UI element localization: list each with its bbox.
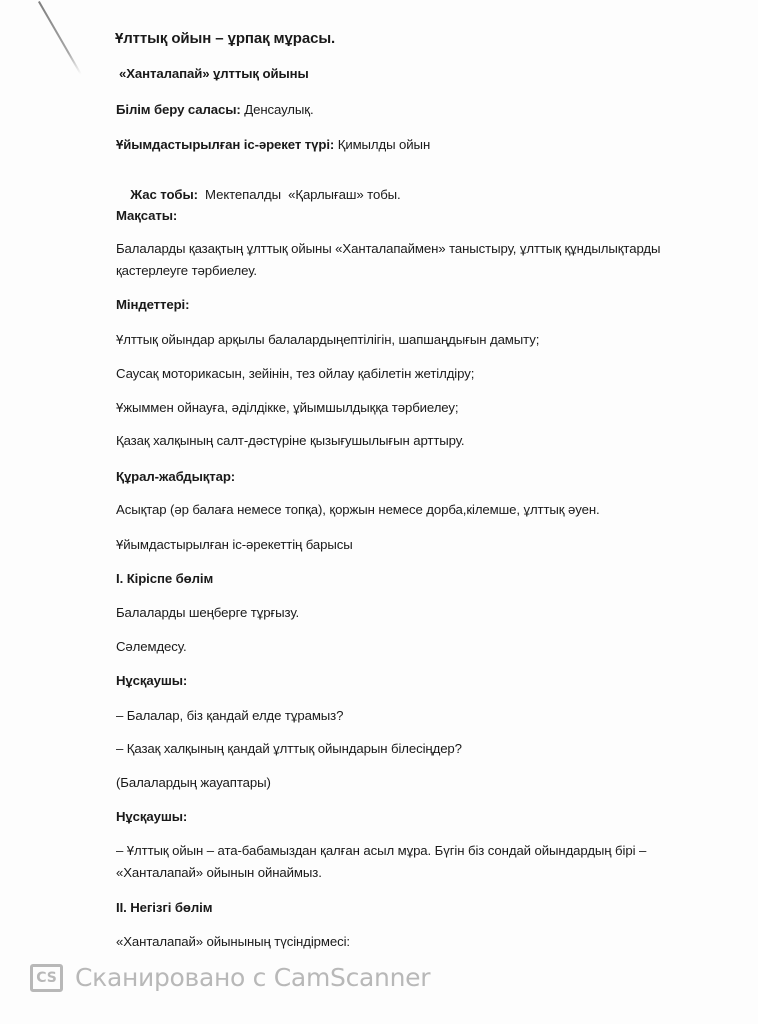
goal-heading: Мақсаты: xyxy=(116,208,178,223)
goal-text-line: Балаларды қазақтың ұлттық ойыны «Ханталапаймен» таныстыру, ұлттық құндылықтарды xyxy=(116,241,661,256)
camscanner-logo-icon: CS xyxy=(30,964,63,992)
instructor-label: Нұсқаушы: xyxy=(116,673,188,688)
activity-type-line xyxy=(116,137,430,152)
activity-type-value: Қимылды ойын xyxy=(334,137,431,152)
field-area-label: Білім беру саласы: xyxy=(116,102,241,117)
task-item: Ұлттық ойындар арқылы балалардыңептілігін, шапшаңдығын дамыту; xyxy=(116,332,540,347)
age-group-value: Мектепалды «Қарлығаш» тобы. xyxy=(197,187,401,202)
age-group-label: Жас тобы: xyxy=(130,187,198,202)
section2-heading: II. Негізгі бөлім xyxy=(116,900,213,915)
explanation-heading: «Ханталапай» ойынының түсіндірмесі: xyxy=(116,934,350,949)
field-area-value: Денсаулық. xyxy=(240,102,314,117)
document-title: Ұлттық ойын – ұрпақ мұрасы. xyxy=(115,30,336,47)
document-subtitle: «Ханталапай» ұлттық ойыны xyxy=(119,66,309,81)
dialogue-line: (Балалардың жауаптары) xyxy=(116,775,271,790)
camscanner-watermark xyxy=(30,963,430,992)
camscanner-watermark-text: Сканировано с CamScanner xyxy=(75,963,431,992)
dialogue-line: – Ұлттық ойын – ата-бабамыздан қалған асыл мұра. Бүгін біз сондай ойындардың бірі – xyxy=(116,843,647,858)
instructor-label: Нұсқаушы: xyxy=(116,809,188,824)
activity-type-label: Ұйымдастырылған іс-әрекет түрі: xyxy=(116,137,335,152)
dialogue-line: – Балалар, біз қандай елде тұрамыз? xyxy=(116,708,344,723)
pen-stroke-mark xyxy=(38,1,82,75)
field-area-line xyxy=(116,102,314,117)
section1-line: Сәлемдесу. xyxy=(116,639,187,654)
task-item: Қазақ халқының салт-дәстүріне қызығушылығын арттыру. xyxy=(116,433,465,448)
dialogue-line: «Ханталапай» ойынын ойнаймыз. xyxy=(116,865,322,880)
goal-text-line: қастерлеуге тәрбиелеу. xyxy=(116,263,257,278)
equipment-heading: Құрал-жабдықтар: xyxy=(116,469,236,484)
tasks-heading: Міндеттері: xyxy=(116,297,190,312)
section1-line: Балаларды шеңберге тұрғызу. xyxy=(116,605,300,620)
task-item: Саусақ моторикасын, зейінін, тез ойлау қабілетін жетілдіру; xyxy=(116,366,475,381)
section1-heading: I. Кіріспе бөлім xyxy=(116,571,214,586)
equipment-text: Асықтар (әр балаға немесе топқа), қоржын немесе дорба,кілемше, ұлттық әуен. xyxy=(116,502,600,517)
dialogue-line: – Қазақ халқының қандай ұлттық ойындарын білесіңдер? xyxy=(116,741,462,756)
task-item: Ұжыммен ойнауға, әділдікке, ұйымшылдыққа тәрбиелеу; xyxy=(116,400,459,415)
process-heading: Ұйымдастырылған іс-әрекеттің барысы xyxy=(116,537,353,552)
